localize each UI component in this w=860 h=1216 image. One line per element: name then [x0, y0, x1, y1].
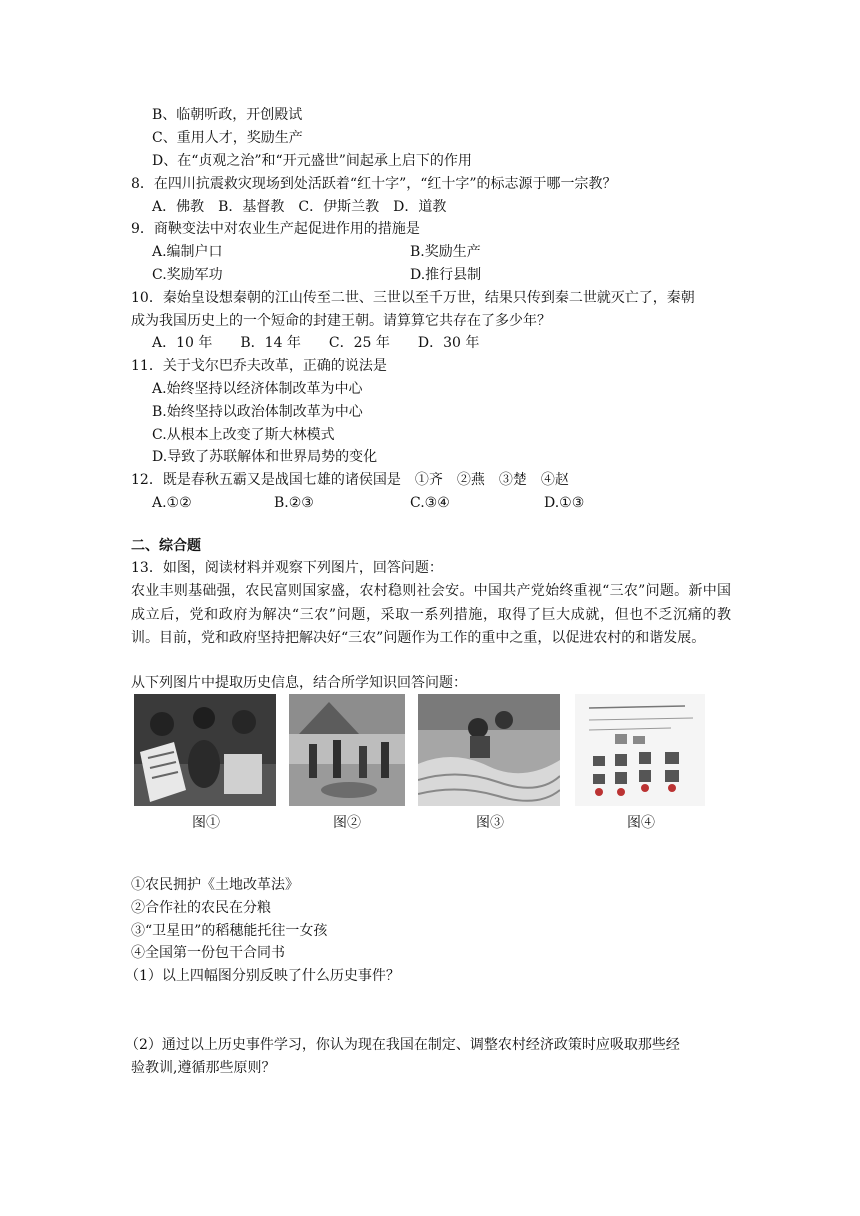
- q7-option-c: C、重用人才，奖励生产: [152, 130, 303, 146]
- q9-stem: 9．商鞅变法中对农业生产起促进作用的措施是: [131, 221, 420, 237]
- figure-1-caption: 图①: [192, 815, 220, 831]
- q8-stem: 8．在四川抗震救灾现场到处活跃着“红十字”，“红十字”的标志源于哪一宗教？: [131, 176, 617, 192]
- figure-3-description: ③“卫星田”的稻穗能托往一女孩: [131, 923, 328, 939]
- q13-sub2-line1: （2）通过以上历史事件学习，你认为现在我国在制定、调整农村经济政策时应吸取那些经: [125, 1037, 680, 1053]
- figure-2-image: [289, 694, 405, 806]
- figure-1-image: [134, 694, 276, 806]
- q13-material: 农业丰则基础强，农民富则国家盛，农村稳则社会安。中国共产党始终重视“三农”问题。新中国成立后，党和政府为解决“三农”问题，采取一系列措施，取得了巨大成就，但也不乏沉痛的教训。目前，党和政府坚持把解决好“三农”问题作为工作的重中之重，以促进农村的和谐发展。: [131, 583, 731, 646]
- q11-option-a: A.始终坚持以经济体制改革为中心: [152, 381, 363, 397]
- q10-stem-line2: 成为我国历史上的一个短命的封建王朝。请算算它共存在了多少年？: [131, 313, 551, 329]
- q9-option-b: B.奖励生产: [410, 244, 481, 260]
- figure-2-description: ②合作社的农民在分粮: [131, 900, 271, 916]
- q11-option-b: B.始终坚持以政治体制改革为中心: [152, 404, 363, 420]
- q13-stem: 13．如图，阅读材料并观察下列图片，回答问题：: [131, 560, 443, 576]
- figure-3-caption: 图③: [476, 815, 504, 831]
- q11-option-d: D.导致了苏联解体和世界局势的变化: [152, 449, 378, 465]
- q12-option-a: A.①②: [152, 495, 192, 511]
- q11-stem: 11．关于戈尔巴乔夫改革，正确的说法是: [131, 358, 387, 374]
- q9-option-c: C.奖励军功: [152, 267, 223, 283]
- q7-option-d: D、在“贞观之治”和“开元盛世”间起承上启下的作用: [152, 153, 472, 169]
- figure-1-description: ①农民拥护《土地改革法》: [131, 877, 299, 893]
- q7-option-b: B、临朝听政，开创殿试: [152, 107, 303, 123]
- q12-option-d: D.①③: [544, 495, 585, 511]
- figure-4-description: ④全国第一份包干合同书: [131, 945, 285, 961]
- q9-option-d: D.推行县制: [410, 267, 482, 283]
- q9-option-a: A.编制户口: [152, 244, 223, 260]
- q8-options: A．佛教 B．基督教 C．伊斯兰教 D．道教: [152, 199, 447, 215]
- figure-4-caption: 图④: [627, 815, 655, 831]
- q12-option-c: C.③④: [410, 495, 450, 511]
- q13-sub2-line2: 验教训,遵循那些原则？: [131, 1060, 276, 1076]
- figure-2-caption: 图②: [333, 815, 361, 831]
- q11-option-c: C.从根本上改变了斯大林模式: [152, 427, 335, 443]
- q12-option-b: B.②③: [274, 495, 314, 511]
- figure-3-image: [418, 694, 560, 806]
- figure-4-image: [575, 694, 705, 806]
- q13-instruction: 从下列图片中提取历史信息，结合所学知识回答问题：: [131, 675, 467, 691]
- q12-stem: 12．既是春秋五霸又是战国七雄的诸侯国是 ①齐 ②燕 ③楚 ④赵: [131, 472, 569, 488]
- q13-sub1: （1）以上四幅图分别反映了什么历史事件？: [125, 968, 400, 984]
- q10-stem-line1: 10．秦始皇设想秦朝的江山传至二世、三世以至千万世，结果只传到秦二世就灭亡了，秦朝: [131, 290, 695, 306]
- section-title: 二、综合题: [131, 538, 201, 554]
- q10-options: A．10 年 B．14 年 C．25 年 D．30 年: [152, 335, 480, 351]
